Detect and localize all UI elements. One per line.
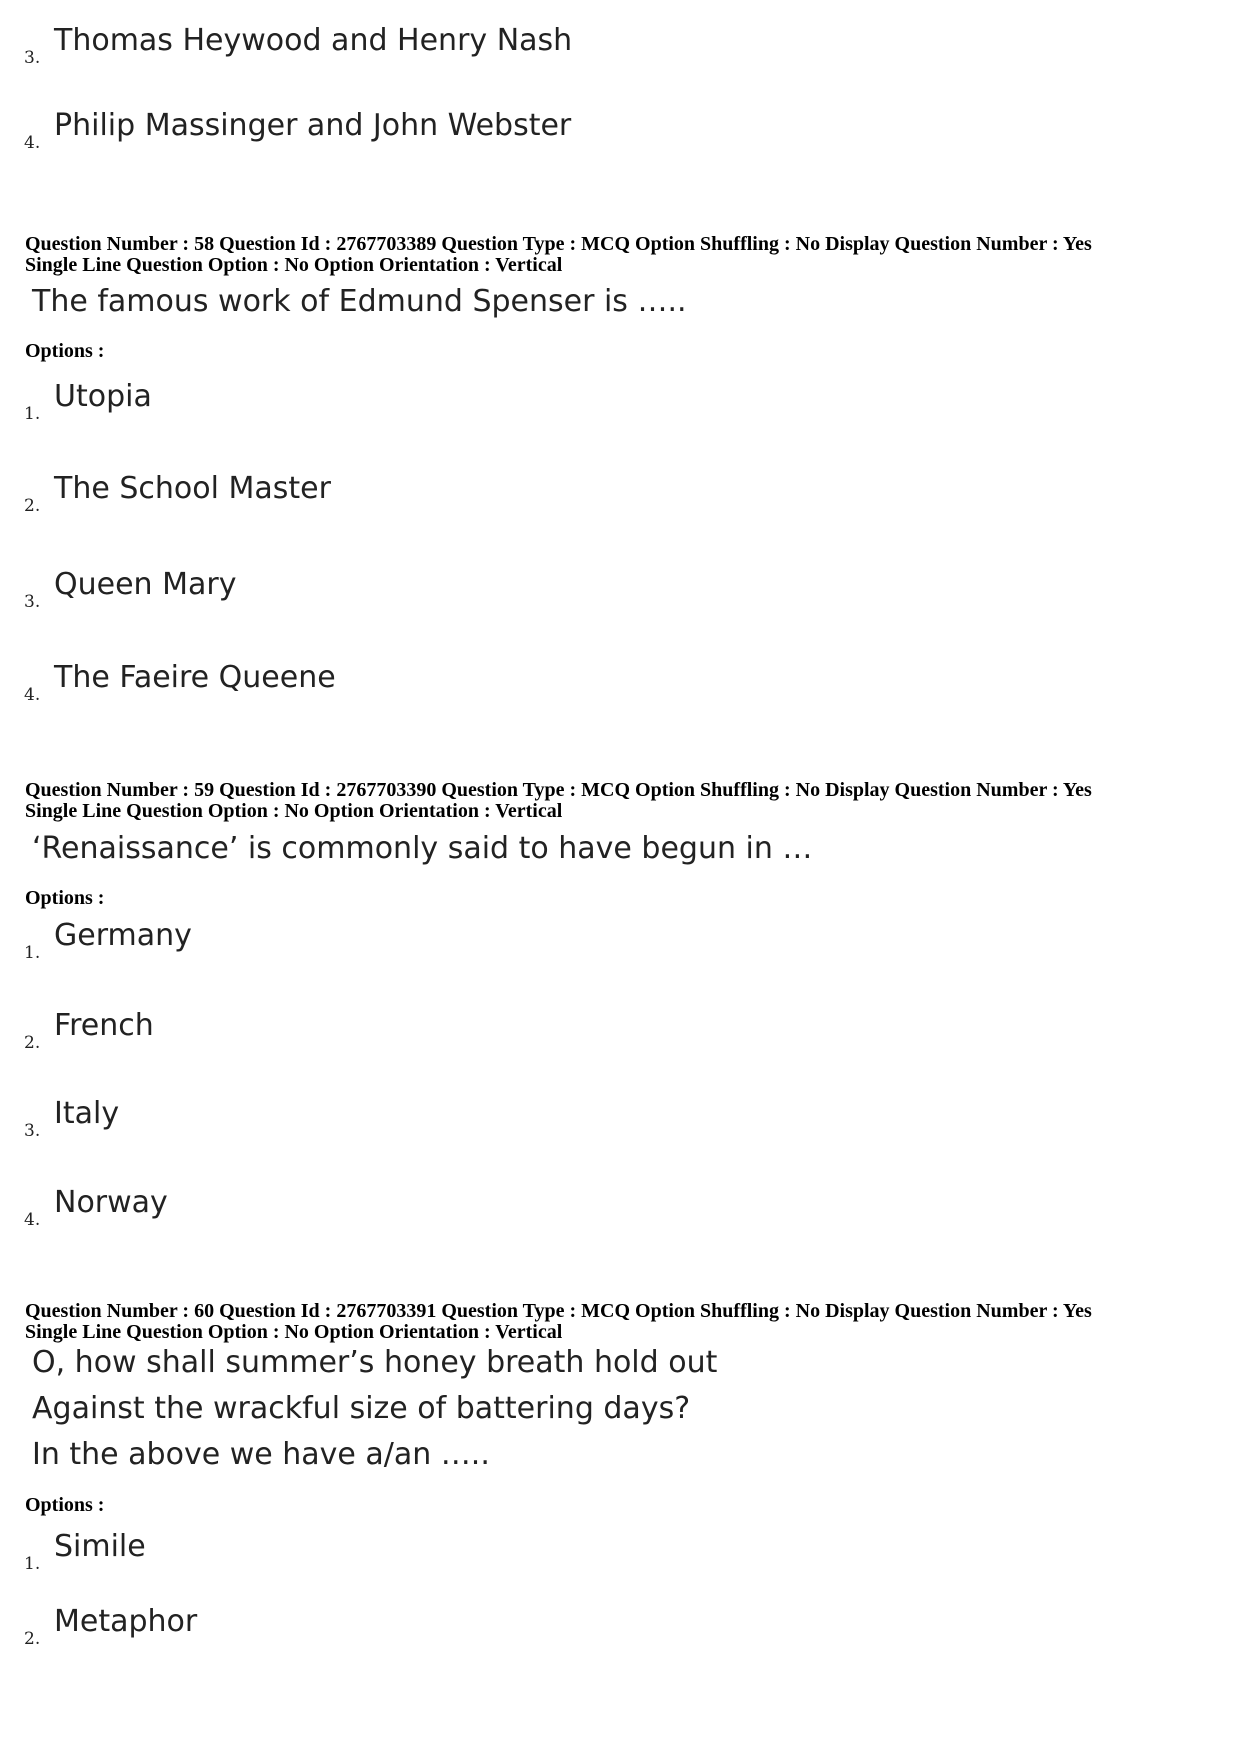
option-text: The Faeire Queene (54, 660, 336, 695)
options-label: Options : (25, 1494, 105, 1516)
option-number: 1. (24, 943, 41, 963)
option-number: 2. (24, 1629, 41, 1649)
question-text (32, 1340, 717, 1478)
option-number: 2. (24, 496, 41, 516)
option-text: Queen Mary (54, 567, 237, 602)
option-number: 1. (24, 404, 41, 424)
option-text: Norway (54, 1185, 168, 1220)
question-meta (25, 780, 1225, 822)
question-text-line: Against the wrackful size of battering days? (32, 1391, 691, 1426)
option-number: 4. (24, 133, 41, 153)
options-label: Options : (25, 340, 105, 362)
question-text-line: In the above we have a/an ….. (32, 1437, 490, 1472)
option-item (24, 1083, 1124, 1143)
question-meta (25, 1301, 1225, 1343)
option-text: Germany (54, 918, 192, 953)
option-item (24, 458, 1124, 518)
question-meta-line: Question Number : 59 Question Id : 2767703390 Question Type : MCQ Option Shuffling : No Display Question Number : Yes (25, 779, 1092, 801)
option-item (24, 95, 1124, 155)
option-text: Thomas Heywood and Henry Nash (54, 23, 573, 58)
option-item (24, 554, 1124, 614)
question-text (32, 826, 812, 872)
question-meta-line: Single Line Question Option : No Option Orientation : Vertical (25, 1321, 563, 1343)
option-item (24, 366, 1124, 426)
question-meta-line: Question Number : 58 Question Id : 2767703389 Question Type : MCQ Option Shuffling : No Display Question Number : Yes (25, 233, 1092, 255)
option-number: 1. (24, 1554, 41, 1574)
question-text-line: The famous work of Edmund Spenser is ….. (32, 284, 687, 319)
question-text-line: O, how shall summer’s honey breath hold out (32, 1345, 718, 1380)
option-item (24, 1516, 1124, 1576)
option-item (24, 647, 1124, 707)
option-item (24, 1591, 1124, 1651)
option-number: 4. (24, 1210, 41, 1230)
question-text-line: ‘Renaissance’ is commonly said to have begun in … (32, 831, 813, 866)
question-meta-line: Question Number : 60 Question Id : 2767703391 Question Type : MCQ Option Shuffling : No Display Question Number : Yes (25, 1300, 1092, 1322)
option-number: 3. (24, 48, 41, 68)
option-text: French (54, 1008, 154, 1043)
option-text: Italy (54, 1096, 120, 1131)
option-number: 3. (24, 592, 41, 612)
option-item (24, 905, 1124, 965)
options-label: Options : (25, 887, 105, 909)
option-item (24, 995, 1124, 1055)
option-text: The School Master (54, 471, 331, 506)
option-text: Utopia (54, 379, 152, 414)
option-number: 4. (24, 685, 41, 705)
option-item (24, 10, 1124, 70)
question-text (32, 279, 687, 325)
option-number: 3. (24, 1121, 41, 1141)
question-meta (25, 234, 1225, 276)
question-meta-line: Single Line Question Option : No Option Orientation : Vertical (25, 254, 563, 276)
option-text: Philip Massinger and John Webster (54, 108, 572, 143)
option-text: Metaphor (54, 1604, 198, 1639)
question-meta-line: Single Line Question Option : No Option Orientation : Vertical (25, 800, 563, 822)
option-number: 2. (24, 1033, 41, 1053)
option-text: Simile (54, 1529, 146, 1564)
option-item (24, 1172, 1124, 1232)
